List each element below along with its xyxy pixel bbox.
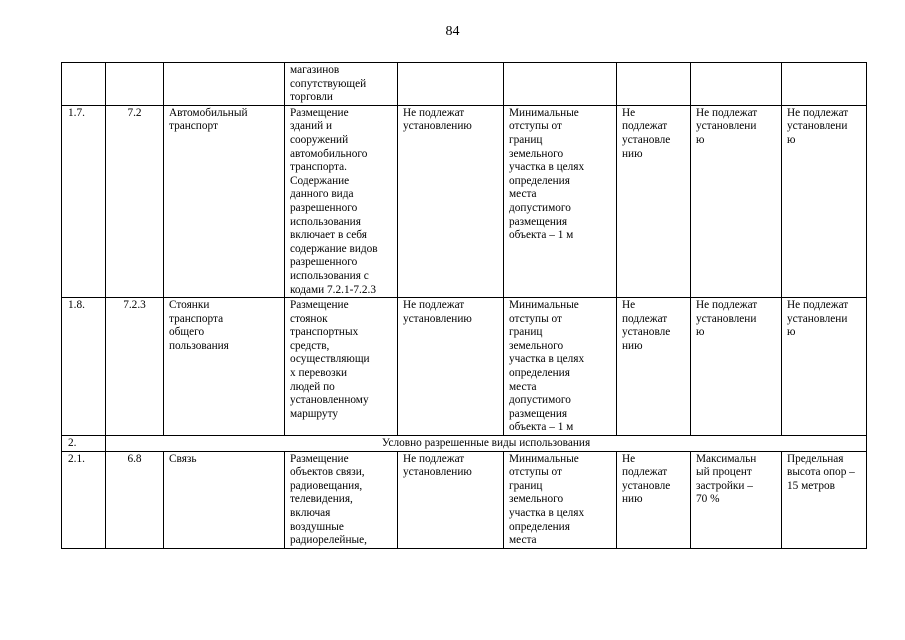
cell-line: земельного [509, 147, 564, 160]
cell-col7 [617, 451, 691, 548]
cell-line: места [509, 380, 537, 393]
description-cell [285, 451, 398, 548]
cell-line: отступы от [509, 120, 562, 133]
cell-line: установлению [403, 466, 472, 479]
cell-line: границ [509, 479, 543, 492]
cell-col6 [504, 451, 617, 548]
cell-line: определения [509, 174, 570, 187]
cell-line: Содержание [290, 174, 350, 187]
cell-line: 70 % [696, 493, 720, 506]
row-number-cell: 1.7. [62, 105, 106, 297]
cell-col6 [504, 298, 617, 436]
cell-line: размещения [509, 215, 568, 228]
cell-line: ю [696, 326, 705, 339]
cell-line: Не [622, 299, 636, 312]
cell-line: содержание видов [290, 242, 378, 255]
cell-line: использования с [290, 269, 369, 282]
cell-line: отступы от [509, 466, 562, 479]
cell-line: допустимого [509, 201, 571, 214]
cell-line: Не подлежат [403, 106, 465, 119]
cell-line: ю [787, 326, 796, 339]
cell-line: автомобильного [290, 147, 368, 160]
cell-line: установле [622, 326, 671, 339]
cell-line: определения [509, 520, 570, 533]
cell-line: разрешенного [290, 256, 358, 269]
code-cell: 7.2 [106, 105, 164, 297]
table-row [62, 298, 867, 436]
cell-line: Минимальные [509, 452, 579, 465]
cell-line: общего [169, 326, 205, 339]
section-title: Условно разрешенные виды использования [106, 436, 867, 452]
cell-line: Минимальные [509, 299, 579, 312]
cell-col8 [691, 105, 782, 297]
cell-line: ю [696, 133, 705, 146]
section-number: 2. [62, 436, 106, 452]
cell-line: Не подлежат [696, 299, 758, 312]
cell-col7 [617, 298, 691, 436]
cell-line: транспортных [290, 326, 359, 339]
cell-line: установлени [696, 312, 757, 325]
cell-line: сооружений [290, 133, 349, 146]
cell-line: людей по [290, 380, 335, 393]
description-cell [285, 105, 398, 297]
name-cell [164, 298, 285, 436]
cell-line: Минимальные [509, 106, 579, 119]
cell-line: пользования [169, 339, 229, 352]
cell-line: нию [622, 147, 643, 160]
table-row [62, 63, 867, 106]
cell-line: установлени [787, 120, 848, 133]
cell-line: установлению [403, 120, 472, 133]
regulations-table [61, 62, 867, 549]
cell-line: границ [509, 133, 543, 146]
cell-line: использования [290, 215, 361, 228]
cell-line: Предельная [787, 452, 844, 465]
cell-line: Не [622, 452, 636, 465]
cell-col5 [398, 105, 504, 297]
cell-line: телевидения, [290, 493, 353, 506]
cell-line: транспорта [169, 312, 224, 325]
cell-line: места [509, 188, 537, 201]
cell-line: радиовещания, [290, 479, 363, 492]
row-number-cell: 1.8. [62, 298, 106, 436]
cell-line: маршруту [290, 407, 339, 420]
code-cell [106, 63, 164, 106]
description-cell [285, 63, 398, 106]
cell-line: зданий и [290, 120, 333, 133]
cell-col8 [691, 451, 782, 548]
name-cell [164, 451, 285, 548]
cell-line: определения [509, 367, 570, 380]
cell-line: включает в себя [290, 229, 367, 242]
cell-line: установлени [787, 312, 848, 325]
cell-line: установлению [403, 312, 472, 325]
description-cell [285, 298, 398, 436]
cell-line: подлежат [622, 312, 668, 325]
section-row [62, 436, 867, 452]
cell-line: радиорелейные, [290, 534, 367, 547]
cell-line: Связь [169, 452, 197, 465]
cell-col6 [504, 63, 617, 106]
cell-line: границ [509, 326, 543, 339]
cell-col5 [398, 451, 504, 548]
cell-col9 [782, 63, 867, 106]
cell-line: застройки – [696, 479, 753, 492]
cell-col8 [691, 298, 782, 436]
cell-line: сопутствующей [290, 77, 367, 90]
table-row [62, 451, 867, 548]
cell-line: средств, [290, 339, 330, 352]
cell-line: Размещение [290, 106, 349, 119]
cell-line: стоянок [290, 312, 328, 325]
cell-line: осуществляющи [290, 353, 370, 366]
cell-col5 [398, 298, 504, 436]
cell-line: установле [622, 479, 671, 492]
cell-col9 [782, 105, 867, 297]
cell-line: Размещение [290, 452, 349, 465]
code-cell: 6.8 [106, 451, 164, 548]
cell-line: Не [622, 106, 636, 119]
cell-line: Максимальн [696, 452, 757, 465]
cell-col5 [398, 63, 504, 106]
cell-line: объектов связи, [290, 466, 365, 479]
page-number: 84 [445, 24, 460, 39]
cell-col8 [691, 63, 782, 106]
cell-line: высота опор – [787, 466, 855, 479]
cell-col9 [782, 298, 867, 436]
cell-line: кодами 7.2.1-7.2.3 [290, 283, 376, 296]
cell-line: торговли [290, 91, 333, 104]
cell-col7 [617, 63, 691, 106]
cell-line: подлежат [622, 466, 668, 479]
cell-line: Размещение [290, 299, 349, 312]
cell-line: допустимого [509, 394, 571, 407]
cell-line: участка в целях [509, 161, 585, 174]
cell-line: Не подлежат [403, 452, 465, 465]
cell-col7 [617, 105, 691, 297]
cell-line: места [509, 534, 537, 547]
cell-line: установле [622, 133, 671, 146]
cell-line: Не подлежат [787, 106, 849, 119]
cell-line: Не подлежат [787, 299, 849, 312]
cell-line: включая [290, 507, 331, 519]
row-number-cell [62, 63, 106, 106]
cell-line: участка в целях [509, 507, 585, 519]
cell-line: ю [787, 133, 796, 146]
cell-line: данного вида [290, 188, 354, 201]
cell-line: отступы от [509, 312, 562, 325]
cell-line: установленному [290, 394, 369, 407]
row-number-cell: 2.1. [62, 451, 106, 548]
cell-line: размещения [509, 407, 568, 420]
cell-line: транспорт [169, 120, 218, 133]
cell-line: воздушные [290, 520, 344, 533]
cell-line: Автомобильный [169, 106, 248, 119]
cell-line: разрешенного [290, 201, 358, 214]
cell-line: магазинов [290, 64, 340, 76]
cell-line: Не подлежат [696, 106, 758, 119]
cell-line: подлежат [622, 120, 668, 133]
cell-line: объекта – 1 м [509, 421, 574, 434]
name-cell [164, 105, 285, 297]
cell-line: установлени [696, 120, 757, 133]
cell-col6 [504, 105, 617, 297]
table-row [62, 105, 867, 297]
cell-line: нию [622, 339, 643, 352]
cell-line: земельного [509, 339, 564, 352]
cell-line: объекта – 1 м [509, 229, 574, 242]
cell-col9 [782, 451, 867, 548]
cell-line: Не подлежат [403, 299, 465, 312]
cell-line: Стоянки [169, 299, 210, 312]
cell-line: 15 метров [787, 479, 835, 492]
cell-line: земельного [509, 493, 564, 506]
code-cell: 7.2.3 [106, 298, 164, 436]
name-cell [164, 63, 285, 106]
cell-line: ый процент [696, 466, 752, 479]
cell-line: участка в целях [509, 353, 585, 366]
cell-line: транспорта. [290, 161, 347, 174]
cell-line: х перевозки [290, 367, 348, 380]
cell-line: нию [622, 493, 643, 506]
